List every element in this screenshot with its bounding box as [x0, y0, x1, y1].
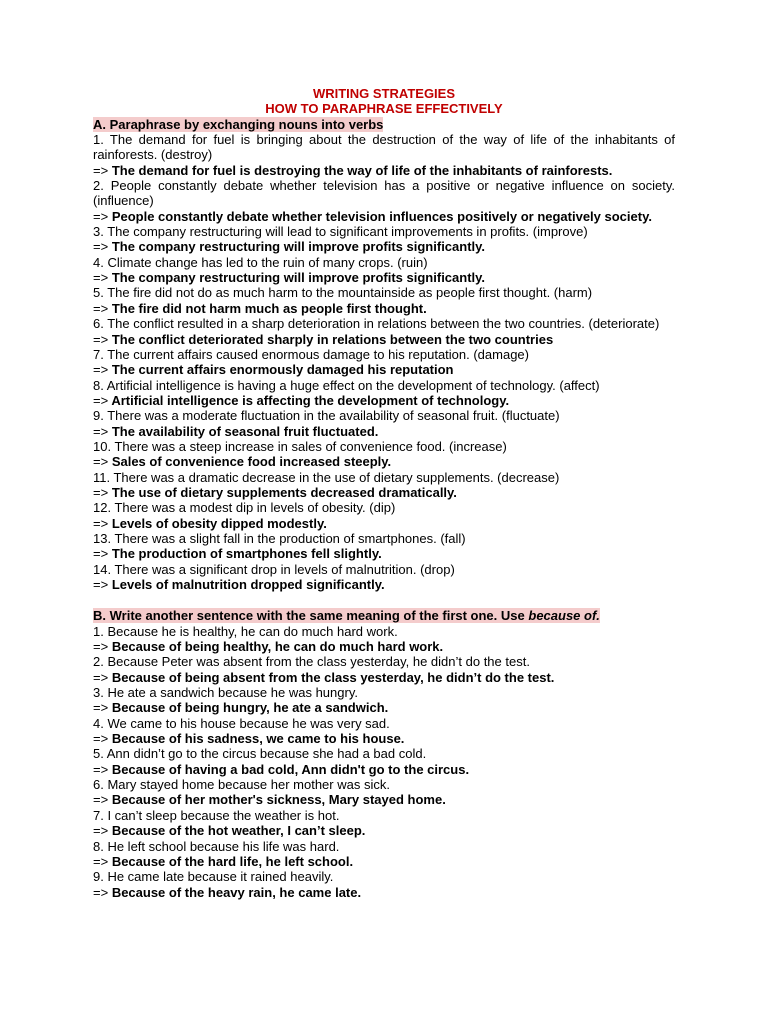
answer-text: Because of being absent from the class yesterday, he didn’t do the test. — [111, 669, 555, 685]
exercise-question: 6. Mary stayed home because her mother was sick. — [93, 777, 390, 793]
answer-arrow: => — [93, 423, 109, 439]
answer-text: People constantly debate whether television influences positively or negatively society. — [111, 208, 652, 224]
exercise-answer — [93, 163, 675, 178]
exercise-answer — [93, 270, 675, 285]
answer-arrow: => — [93, 392, 109, 408]
exercise-question: 8. Artificial intelligence is having a huge effect on the development of technology. (affect) — [93, 377, 600, 393]
exercise-question: 11. There was a dramatic decrease in the use of dietary supplements. (decrease) — [93, 469, 560, 485]
exercise-question: 1. The demand for fuel is bringing about the destruction of the way of life of the inhabitants of rainforests. (destroy) — [93, 132, 675, 163]
exercise-question: 5. Ann didn’t go to the circus because she had a bad cold. — [93, 746, 427, 762]
answer-text: Levels of obesity dipped modestly. — [111, 515, 327, 531]
answer-arrow: => — [93, 484, 109, 500]
answer-text: The production of smartphones fell slightly. — [111, 546, 382, 562]
answer-arrow: => — [93, 700, 109, 716]
exercise-answer — [93, 301, 675, 316]
answer-arrow: => — [93, 208, 109, 224]
answer-text: Sales of convenience food increased steeply. — [111, 454, 392, 470]
exercise-question: 9. He came late because it rained heavily. — [93, 869, 334, 885]
exercise-question: 1. Because he is healthy, he can do much hard work. — [93, 623, 398, 639]
exercise-question: 2. Because Peter was absent from the class yesterday, he didn’t do the test. — [93, 654, 530, 670]
exercise-question: 7. I can’t sleep because the weather is hot. — [93, 807, 340, 823]
section-b-heading: B. Write another sentence with the same meaning of the first one. Use — [93, 608, 525, 624]
answer-arrow: => — [93, 515, 109, 531]
answer-text: The demand for fuel is destroying the way of life of the inhabitants of rainforests. — [111, 162, 613, 178]
exercise-answer — [93, 393, 675, 408]
answer-text: The company restructuring will improve profits significantly. — [111, 239, 486, 255]
exercise-question: 14. There was a significant drop in levels of malnutrition. (drop) — [93, 561, 455, 577]
exercise-question: 4. We came to his house because he was very sad. — [93, 715, 390, 731]
answer-text: Because of the heavy rain, he came late. — [111, 884, 362, 900]
exercise-answer — [93, 885, 675, 900]
answer-arrow: => — [93, 823, 109, 839]
answer-text: Levels of malnutrition dropped significantly. — [111, 577, 385, 592]
exercise-question: 10. There was a steep increase in sales of convenience food. (increase) — [93, 438, 507, 454]
exercise-question: 13. There was a slight fall in the production of smartphones. (fall) — [93, 530, 466, 546]
section-gap — [93, 592, 675, 608]
exercise-question: 3. The company restructuring will lead to significant improvements in profits. (improve) — [93, 224, 588, 240]
exercise-question: 4. Climate change has led to the ruin of many crops. (ruin) — [93, 254, 428, 270]
exercise-answer — [93, 516, 675, 531]
answer-arrow: => — [93, 669, 109, 685]
answer-arrow: => — [93, 270, 109, 286]
answer-arrow: => — [93, 300, 109, 316]
answer-text: The availability of seasonal fruit fluctuated. — [111, 423, 379, 439]
answer-text: Because of the hard life, he left school. — [111, 853, 354, 869]
exercise-answer — [93, 546, 675, 561]
answer-text: The conflict deteriorated sharply in relations between the two countries — [111, 331, 554, 347]
section-a — [93, 117, 675, 593]
exercise-answer — [93, 577, 675, 592]
exercise-answer — [93, 823, 675, 838]
answer-text: Artificial intelligence is affecting the development of technology. — [111, 392, 510, 408]
answer-text: Because of the hot weather, I can’t sleep. — [111, 823, 366, 839]
answer-text: Because of being healthy, he can do much hard work. — [111, 639, 444, 655]
exercise-answer — [93, 639, 675, 654]
exercise-question: 12. There was a modest dip in levels of obesity. (dip) — [93, 500, 396, 516]
answer-arrow: => — [93, 331, 109, 347]
section-b-heading-italic: because of. — [528, 608, 600, 624]
answer-arrow: => — [93, 792, 109, 808]
answer-arrow: => — [93, 761, 109, 777]
exercise-question: 9. There was a moderate fluctuation in the availability of seasonal fruit. (fluctuate) — [93, 408, 560, 424]
answer-text: Because of being hungry, he ate a sandwich. — [111, 700, 389, 716]
document-page — [93, 86, 675, 900]
section-b-list — [93, 624, 675, 900]
exercise-answer — [93, 332, 675, 347]
answer-text: The current affairs enormously damaged his reputation — [111, 362, 454, 378]
exercise-answer — [93, 362, 675, 377]
answer-arrow: => — [93, 239, 109, 255]
exercise-answer — [93, 731, 675, 746]
answer-arrow: => — [93, 162, 109, 178]
answer-arrow: => — [93, 546, 109, 562]
exercise-question: 3. He ate a sandwich because he was hungry. — [93, 685, 358, 701]
answer-arrow: => — [93, 577, 109, 592]
section-a-list — [93, 132, 675, 592]
exercise-question: 6. The conflict resulted in a sharp deterioration in relations between the two countries. (deteriorate) — [93, 316, 660, 332]
answer-arrow: => — [93, 454, 109, 470]
exercise-answer — [93, 485, 675, 500]
answer-text: The company restructuring will improve profits significantly. — [111, 270, 486, 286]
answer-arrow: => — [93, 639, 109, 655]
answer-arrow: => — [93, 853, 109, 869]
exercise-answer — [93, 454, 675, 469]
document-subtitle: HOW TO PARAPHRASE EFFECTIVELY — [265, 101, 503, 117]
section-a-heading: A. Paraphrase by exchanging nouns into verbs — [93, 116, 384, 132]
exercise-answer — [93, 792, 675, 807]
exercise-question: 5. The fire did not do as much harm to the mountainside as people first thought. (harm) — [93, 285, 593, 301]
exercise-answer — [93, 424, 675, 439]
section-b — [93, 608, 675, 900]
exercise-question: 8. He left school because his life was hard. — [93, 838, 340, 854]
answer-text: Because of her mother's sickness, Mary stayed home. — [111, 792, 446, 808]
answer-arrow: => — [93, 362, 109, 378]
exercise-question: 2. People constantly debate whether television has a positive or negative influence on society. (influence) — [93, 178, 675, 209]
exercise-answer — [93, 209, 675, 224]
exercise-answer — [93, 854, 675, 869]
answer-text: The fire did not harm much as people first thought. — [111, 300, 427, 316]
exercise-answer — [93, 762, 675, 777]
document-title: WRITING STRATEGIES — [312, 86, 456, 101]
exercise-answer — [93, 239, 675, 254]
answer-text: The use of dietary supplements decreased dramatically. — [111, 484, 457, 500]
answer-text: Because of having a bad cold, Ann didn't go to the circus. — [111, 761, 470, 777]
exercise-answer — [93, 700, 675, 715]
exercise-question: 7. The current affairs caused enormous damage to his reputation. (damage) — [93, 346, 529, 362]
answer-text: Because of his sadness, we came to his house. — [111, 731, 405, 747]
answer-arrow: => — [93, 731, 109, 747]
exercise-answer — [93, 670, 675, 685]
answer-arrow: => — [93, 884, 109, 900]
